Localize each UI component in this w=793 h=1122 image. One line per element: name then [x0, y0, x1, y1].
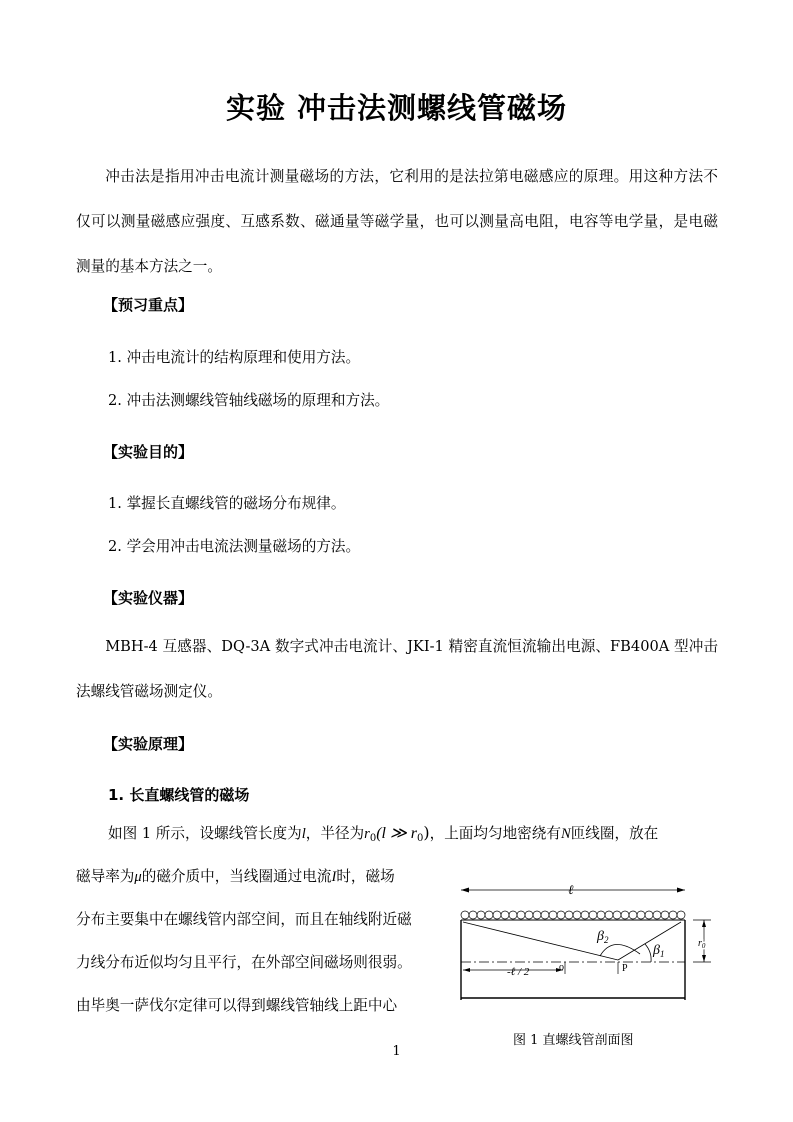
coil-turn [597, 911, 605, 919]
arrow-left [461, 888, 469, 893]
principle-line-4: 力线分布近似均匀且平行，在外部空间磁场则很弱。 [76, 954, 412, 971]
coil-turn [589, 911, 597, 919]
coil-turn [629, 911, 637, 919]
text-span: 的磁介质中，当线圈通过电流 [141, 868, 332, 885]
coil-turn [461, 911, 469, 919]
coil-turn [541, 911, 549, 919]
label-length: ℓ [568, 882, 574, 897]
text-span: 磁导率为 [76, 868, 135, 885]
coil-turn [533, 911, 541, 919]
coil-turn [525, 911, 533, 919]
beta1-sub: 1 [659, 949, 665, 959]
coil-turn [605, 911, 613, 919]
coil-turn [653, 911, 661, 919]
preview-item-2: 2. 冲击法测螺线管轴线磁场的原理和方法。 [108, 392, 390, 409]
intro-paragraph: 冲击法是指用冲击电流计测量磁场的方法，它利用的是法拉第电磁感应的原理。用这种方法不仅可以测量磁感应强度、互感系数、磁通量等磁学量，也可以测量高电阻，电容等电学量，是电磁测量的基本方法之一。 [76, 168, 718, 275]
instruments-paragraph: MBH-4 互感器、DQ-3A 数字式冲击电流计、JKI-1 精密直流恒流输出电源、FB400A 型冲击法螺线管磁场测定仪。 [76, 638, 718, 700]
beta2-sub: 2 [603, 935, 609, 945]
label-point-P: P [622, 963, 628, 974]
math-I: I [331, 869, 337, 885]
label-radius [698, 938, 706, 950]
coil-turn [477, 911, 485, 919]
arc-beta1 [645, 944, 651, 962]
coil-turn [493, 911, 501, 919]
coil-turn [469, 911, 477, 919]
principle-line-3: 分布主要集中在螺线管内部空间，而且在轴线附近磁 [76, 911, 412, 928]
coil-turn [645, 911, 653, 919]
principle-line-2 [76, 865, 395, 886]
arrow-half-left [463, 968, 470, 972]
line-to-right-end [618, 922, 681, 960]
coil-turn [637, 911, 645, 919]
purpose-item-1: 1. 掌握长直螺线管的磁场分布规律。 [108, 495, 346, 512]
arc-beta2 [600, 944, 640, 956]
math-N: N [560, 826, 571, 842]
math-mu: μ [134, 869, 142, 885]
label-half-length: -ℓ / 2 [507, 966, 530, 978]
math-l: l [301, 826, 306, 842]
beta2-symbol: β [597, 929, 604, 944]
preview-item-1: 1. 冲击电流计的结构原理和使用方法。 [108, 349, 361, 366]
coil-turn [621, 911, 629, 919]
arrow-right [677, 888, 685, 893]
coil-turn [517, 911, 525, 919]
coil-top-row [461, 911, 685, 919]
heading-principle: 【实验原理】 [103, 735, 194, 753]
text-span: ，半径为 [305, 825, 365, 842]
page-number: 1 [392, 1044, 401, 1059]
principle-line-5: 由毕奥一萨伐尔定律可以得到螺线管轴线上距中心 [76, 997, 398, 1014]
arrow-radius-top [702, 920, 706, 927]
coil-turn [677, 911, 685, 919]
math-r: r [364, 826, 370, 842]
coil-turn [509, 911, 517, 919]
label-beta1 [652, 943, 664, 959]
beta1-symbol: β [653, 943, 660, 958]
heading-preview: 【预习重点】 [103, 296, 194, 314]
arrow-radius-bottom [702, 955, 706, 962]
text-span: 如图 1 所示，设螺线管长度为 [108, 825, 302, 842]
label-origin: o [559, 962, 564, 973]
solenoid-figure [455, 878, 725, 1008]
text-span: ，上面均匀地密绕有 [429, 825, 561, 842]
coil-turn [485, 911, 493, 919]
coil-turn [501, 911, 509, 919]
radius-symbol: r [698, 938, 702, 949]
text-span: 匝线圈，放在 [570, 825, 659, 842]
heading-instruments: 【实验仪器】 [103, 589, 194, 607]
radius-sub: 0 [701, 942, 706, 950]
math-sub: 0 [416, 833, 424, 844]
coil-turn [573, 911, 581, 919]
coil-turn [565, 911, 573, 919]
line-to-left-end [463, 922, 618, 960]
principle-line-1 [108, 822, 658, 844]
coil-turn [557, 911, 565, 919]
label-beta2 [596, 929, 609, 945]
coil-turn [669, 911, 677, 919]
purpose-item-2: 2. 学会用冲击电流法测量磁场的方法。 [108, 538, 361, 555]
text-span: 时，磁场 [336, 868, 395, 885]
math-sub: 0 [369, 833, 377, 844]
figure-caption: 图 1 直螺线管剖面图 [513, 1033, 634, 1048]
math-paren: ) [423, 823, 430, 842]
heading-purpose: 【实验目的】 [103, 443, 194, 461]
page-title: 实验 冲击法测螺线管磁场 [225, 91, 568, 125]
coil-turn [661, 911, 669, 919]
coil-turn [613, 911, 621, 919]
subheading-solenoid: 1. 长直螺线管的磁场 [108, 786, 250, 804]
coil-turn [549, 911, 557, 919]
coil-turn [581, 911, 589, 919]
math-condition: (l ≫ r [376, 825, 417, 842]
